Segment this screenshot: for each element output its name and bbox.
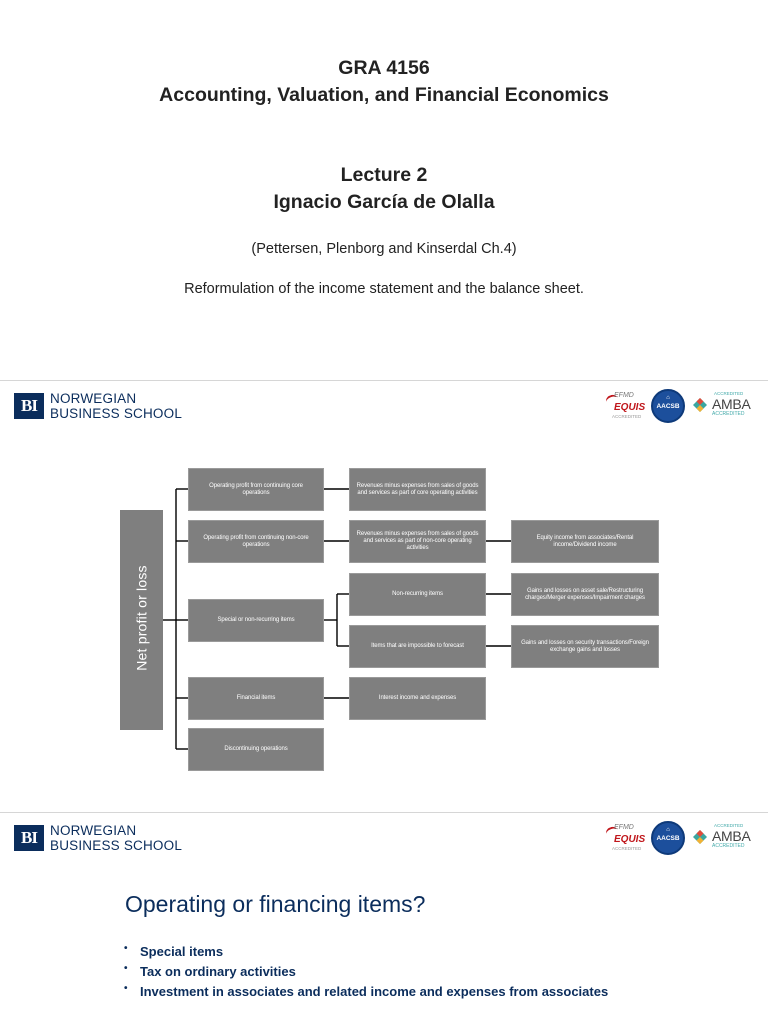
equis-logo: EFMD EQUIS ACCREDITED [606, 821, 648, 855]
income-statement-diagram [0, 380, 768, 812]
bi-logo: BI [14, 825, 44, 851]
bullet-icon: • [124, 983, 128, 994]
aacsb-logo: ⌂ AACSB [651, 389, 685, 423]
equity-income-box: Equity income from associates/Rental income/Dividend income [511, 520, 659, 563]
school-name-line1: NORWEGIAN [50, 823, 137, 838]
slide-title: Operating or financing items? [125, 891, 426, 917]
school-name-line2: BUSINESS SCHOOL [50, 406, 183, 421]
course-code: GRA 4156 [338, 57, 430, 79]
lecturer-name: Ignacio García de Olalla [273, 191, 495, 213]
amba-logo: ACCREDITED AMBA ACCREDITED [692, 821, 752, 855]
school-name-line1: NORWEGIAN [50, 391, 137, 406]
asset-sale-gains-box: Gains and losses on asset sale/Restructuring charges/Merger expenses/Impairment charges [511, 573, 659, 616]
bullet-list [124, 944, 644, 1004]
operating-or-financing-slide [0, 812, 768, 1024]
net-profit-or-loss-box: Net profit or loss [120, 510, 163, 730]
bi-logo: BI [14, 393, 44, 419]
lecture-description: Reformulation of the income statement and the balance sheet. [184, 281, 584, 297]
slide-header [0, 812, 768, 862]
bullet-icon: • [124, 943, 128, 954]
security-transactions-box: Gains and losses on security transactions/Foreign exchange gains and losses [511, 625, 659, 668]
non-recurring-items-box: Non-recurring items [349, 573, 486, 616]
school-name-line2: BUSINESS SCHOOL [50, 838, 183, 853]
reading-reference: (Pettersen, Plenborg and Kinserdal Ch.4) [251, 241, 517, 257]
amba-diamond-icon [692, 829, 708, 845]
lecture-number: Lecture 2 [340, 164, 428, 186]
financial-items-box: Financial items [188, 677, 324, 720]
course-title: Accounting, Valuation, and Financial Economics [159, 84, 609, 106]
aacsb-logo: ⌂ AACSB [651, 821, 685, 855]
equis-logo: EFMD EQUIS ACCREDITED [606, 389, 648, 423]
non-core-revenues-box: Revenues minus expenses from sales of goods and services as part of non-core operating activities [349, 520, 486, 563]
list-item: • Tax on ordinary activities [124, 963, 296, 979]
core-revenues-box: Revenues minus expenses from sales of goods and services as part of core operating activities [349, 468, 486, 511]
interest-income-box: Interest income and expenses [349, 677, 486, 720]
bullet-icon: • [124, 963, 128, 974]
list-item: • Investment in associates and related income and expenses from associates [124, 983, 609, 999]
non-core-operations-box: Operating profit from continuing non-core operations [188, 520, 324, 563]
unforecastable-items-box: Items that are impossible to forecast [349, 625, 486, 668]
income-statement-diagram-slide [0, 380, 768, 812]
special-items-box: Special or non-recurring items [188, 599, 324, 642]
core-operations-box: Operating profit from continuing core operations [188, 468, 324, 511]
title-slide [0, 0, 768, 380]
discontinuing-operations-box: Discontinuing operations [188, 728, 324, 771]
school-name [50, 823, 210, 853]
amba-logo: ACCREDITED AMBA ACCREDITED [692, 389, 752, 423]
list-item: • Special items [124, 943, 224, 959]
